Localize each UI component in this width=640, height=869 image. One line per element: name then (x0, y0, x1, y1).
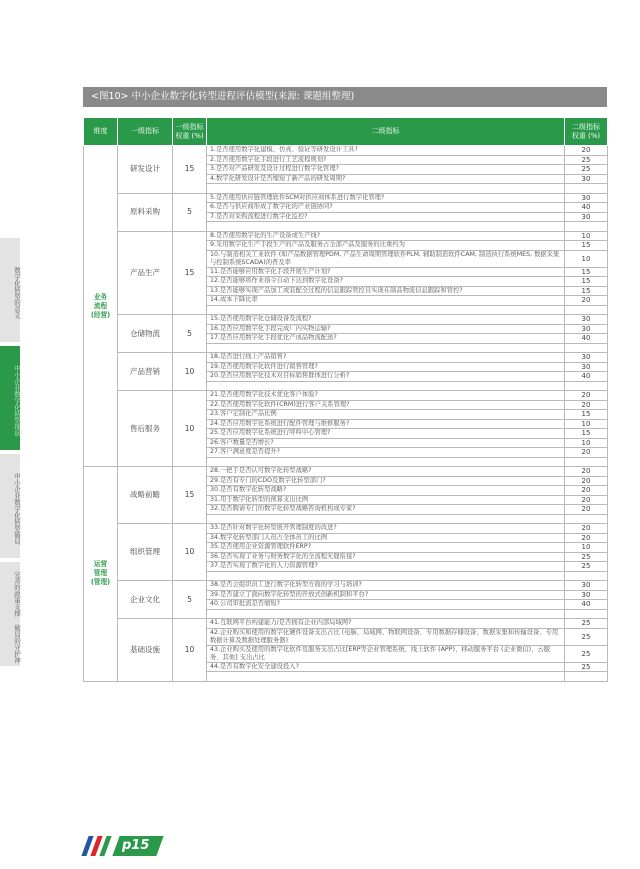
level1-weight: 15 (173, 146, 207, 194)
level2-indicator: 28.一把手是否认可数字化转型战略? (207, 467, 565, 477)
level2-weight: 20 (565, 476, 608, 486)
level1-weight: 10 (173, 391, 207, 467)
level2-indicator: 41.互联网平台构建能力/是否拥有企业内部局域网? (207, 619, 565, 629)
level2-weight: 20 (565, 524, 608, 534)
dimension-cell: 业务 流程 (经营) (84, 146, 118, 467)
level2-indicator: 15.是否使用数字化仓储设备及流程? (207, 315, 565, 325)
level1-indicator: 企业文化 (118, 581, 173, 619)
level2-weight: 25 (565, 628, 608, 645)
level2-indicator: 37.是否实现了数字化的人力资源管理? (207, 562, 565, 572)
level2-weight: 25 (565, 552, 608, 562)
figure-caption: <图10> 中小企业数字化转型进程评估模型(来源: 课题组整理) (83, 87, 607, 107)
level2-weight: 20 (565, 391, 608, 401)
level2-indicator: 8.是否使用数字化的生产设备或生产线? (207, 231, 565, 241)
level1-indicator: 产品生产 (118, 231, 173, 315)
level2-indicator: 39.是否建立了面向数字化转型的开放式创新机制和平台? (207, 590, 565, 600)
spacer-cell (207, 222, 565, 232)
level1-indicator: 产品营销 (118, 353, 173, 391)
level2-indicator: 29.是否有专门的CDO及数字化转型部门? (207, 476, 565, 486)
level1-indicator: 战略前瞻 (118, 467, 173, 524)
table-row (84, 315, 608, 325)
level2-indicator: 31.用于数字化转型的预算支出比例 (207, 495, 565, 505)
level2-weight: 20 (565, 296, 608, 306)
level2-weight: 30 (565, 353, 608, 363)
level2-indicator: 25.是否应用数字化系统进行呼叫中心管理? (207, 429, 565, 439)
table-row (84, 231, 608, 241)
level2-indicator: 42.企业购买和使用的数字化硬件设备支出占比 (电脑、局域网、物联网设备、专用数据存储设备、数据采集和传输设备、专用数据计算及数据处理服务器) (207, 628, 565, 645)
level2-weight: 15 (565, 410, 608, 420)
spacer-cell (565, 305, 608, 315)
table (83, 117, 608, 682)
spacer-cell (207, 514, 565, 524)
level1-weight: 15 (173, 231, 207, 315)
table-row (84, 524, 608, 534)
level2-weight: 15 (565, 267, 608, 277)
spacer-cell (207, 457, 565, 467)
level2-indicator: 7.是否对采购流程进行数字化监控? (207, 212, 565, 222)
level2-indicator: 19.是否使用数字化软件进行销售管理? (207, 362, 565, 372)
level2-weight: 20 (565, 533, 608, 543)
level2-indicator: 30.是否有数字化转型战略? (207, 486, 565, 496)
level1-weight: 10 (173, 619, 207, 682)
level2-indicator: 14.成本下降比率 (207, 296, 565, 306)
level1-indicator: 仓储物流 (118, 315, 173, 353)
level2-weight: 20 (565, 146, 608, 156)
spacer-cell (565, 343, 608, 353)
level2-weight: 15 (565, 277, 608, 287)
level1-weight: 5 (173, 315, 207, 353)
level2-indicator: 43.企业购买及使用的数字化软件及服务支出占比[ERP等企业管理系统、线上软件 (APP)、移动服务平台 (企业微信)、云服务、其他] 支出占比 (207, 645, 565, 662)
level1-weight: 5 (173, 193, 207, 231)
level2-weight: 15 (565, 241, 608, 251)
spacer-cell (207, 571, 565, 581)
level2-weight: 30 (565, 324, 608, 334)
level2-weight: 20 (565, 400, 608, 410)
level2-weight: 40 (565, 600, 608, 610)
level2-weight: 10 (565, 543, 608, 553)
level1-weight: 10 (173, 524, 207, 581)
level2-indicator: 16.是否应用数字化手段完成厂内实物运输? (207, 324, 565, 334)
spacer-cell (565, 672, 608, 682)
level2-weight: 30 (565, 581, 608, 591)
level2-indicator: 22.是否使用数字化软件(CRM)进行客户关系管理? (207, 400, 565, 410)
level2-indicator: 38.是否会组织员工进行数字化转型方面的学习与培训? (207, 581, 565, 591)
table-row (84, 581, 608, 591)
spacer-cell (207, 672, 565, 682)
level2-weight: 10 (565, 419, 608, 429)
header-level1: 一级指标 (118, 118, 173, 146)
level2-indicator: 18.是否进行线上产品销售? (207, 353, 565, 363)
level2-indicator: 44.是否有数字化安全建设投入? (207, 662, 565, 672)
level2-indicator: 36.是否实现了业务与财务数字化的全流程无缝衔接? (207, 552, 565, 562)
level2-indicator: 10.与制造相关工业软件 (如产品数据管理PDM, 产品生命周期管理软件PLM, 辅助制造软件CAM, 制造执行系统MES, 数据采集与控制系统SCADA)的普及率 (207, 250, 565, 267)
level2-weight: 30 (565, 174, 608, 184)
level2-weight: 15 (565, 429, 608, 439)
level2-weight: 20 (565, 448, 608, 458)
level2-weight: 10 (565, 231, 608, 241)
level2-indicator: 1.是否使用数字化建模、仿真、验证等研发设计工具? (207, 146, 565, 156)
level2-indicator: 17.是否应用数字化手段优化产成品物流配送? (207, 334, 565, 344)
table-row (84, 146, 608, 156)
level2-indicator: 5.是否使用供应链管理软件SCM对供应商体系进行数字化管理? (207, 193, 565, 203)
level2-indicator: 2.是否使用数字化手段进行工艺流程规划? (207, 155, 565, 165)
level2-weight: 25 (565, 562, 608, 572)
level2-weight: 25 (565, 619, 608, 629)
spacer-cell (565, 381, 608, 391)
dimension-cell: 运营 管理 (管理) (84, 467, 118, 682)
level2-indicator: 27.客户满意度是否提升? (207, 448, 565, 458)
page-footer-logo (83, 836, 173, 858)
level2-indicator: 24.是否应用数字化系统进行配件管理与维修服务? (207, 419, 565, 429)
level2-weight: 25 (565, 165, 608, 175)
table-row (84, 619, 608, 629)
level1-indicator: 组织管理 (118, 524, 173, 581)
level2-indicator: 9.采用数字化生产手段生产的产品及服务占全部产品及服务的比重约为 (207, 241, 565, 251)
header-level1-weight: 一级指标 权重 (%) (173, 118, 207, 146)
evaluation-model-table (83, 117, 607, 682)
level2-indicator: 35.是否使用企业资源管理软件ERP? (207, 543, 565, 553)
level2-indicator: 12.是否能够将作业指令自动下达到数字化设备? (207, 277, 565, 287)
table-row (84, 353, 608, 363)
level2-weight: 40 (565, 203, 608, 213)
spacer-cell (207, 184, 565, 194)
level2-indicator: 13.是否能够实现产品加工或装配全过程的信息跟踪管控且实现在制品物流信息跟踪和管控? (207, 286, 565, 296)
level1-indicator: 原料采购 (118, 193, 173, 231)
level1-indicator: 基础设施 (118, 619, 173, 682)
header-level2-weight: 二级指标 权重 (%) (565, 118, 608, 146)
level2-indicator: 34.数字化转型部门人员占全体员工的比例 (207, 533, 565, 543)
level2-weight: 30 (565, 212, 608, 222)
level2-weight: 30 (565, 315, 608, 325)
level2-indicator: 6.是否与供应商形成了数字化的产业链协同? (207, 203, 565, 213)
spacer-cell (565, 571, 608, 581)
spacer-cell (565, 457, 608, 467)
spacer-cell (207, 343, 565, 353)
spacer-cell (565, 609, 608, 619)
level2-weight: 20 (565, 505, 608, 515)
level2-weight: 30 (565, 193, 608, 203)
level2-weight: 10 (565, 438, 608, 448)
level2-indicator: 20.是否应用数字化技术对目标销售群体进行分析? (207, 372, 565, 382)
level1-indicator: 研发设计 (118, 146, 173, 194)
level2-weight: 25 (565, 645, 608, 662)
level2-weight: 40 (565, 372, 608, 382)
level2-indicator: 40.公司审批流是否缩短? (207, 600, 565, 610)
side-tab-3[interactable]: 中小企业数字化转型破局 (0, 454, 20, 558)
side-tab-2[interactable]: 中小企业数字化转型现状 (0, 346, 20, 450)
level2-weight: 20 (565, 486, 608, 496)
level2-weight: 15 (565, 286, 608, 296)
header-level2: 二级指标 (207, 118, 565, 146)
level2-weight: 25 (565, 155, 608, 165)
level2-weight: 25 (565, 662, 608, 672)
spacer-cell (207, 381, 565, 391)
header-row (84, 118, 608, 146)
level1-indicator: 售后服务 (118, 391, 173, 467)
level2-weight: 40 (565, 334, 608, 344)
side-tab-4[interactable]: 完善的政策支撑 破局的守护神 (0, 562, 20, 666)
side-tab-1[interactable]: 数字化转型的意义 (0, 238, 20, 342)
header-dimension: 维度 (84, 118, 118, 146)
level2-indicator: 32.是否聘请专门的数字化转型战略咨询机构或专家? (207, 505, 565, 515)
level1-weight: 15 (173, 467, 207, 524)
level1-weight: 10 (173, 353, 207, 391)
spacer-cell (207, 305, 565, 315)
level2-indicator: 4.数字化研发设计是否缩短了新产品的研发周期? (207, 174, 565, 184)
page-number: p15 (122, 838, 150, 853)
table-row (84, 193, 608, 203)
spacer-cell (207, 609, 565, 619)
level2-indicator: 3.是否对产品研发及设计过程进行数字化管理? (207, 165, 565, 175)
level1-weight: 5 (173, 581, 207, 619)
level2-indicator: 21.是否使用数字化技术优化客户体验? (207, 391, 565, 401)
level2-weight: 20 (565, 467, 608, 477)
level2-indicator: 11.是否能够应用数字化手段开展生产计划? (207, 267, 565, 277)
level2-weight: 30 (565, 590, 608, 600)
spacer-cell (565, 222, 608, 232)
table-row (84, 467, 608, 477)
level2-indicator: 33.是否针对数字化转型展开管理制度的改进? (207, 524, 565, 534)
level2-weight: 10 (565, 250, 608, 267)
level2-weight: 20 (565, 495, 608, 505)
spacer-cell (565, 514, 608, 524)
table-row (84, 391, 608, 401)
level2-indicator: 23.客户定制化产品比例 (207, 410, 565, 420)
level2-indicator: 26.客户数量是否增长? (207, 438, 565, 448)
spacer-cell (565, 184, 608, 194)
level2-weight: 30 (565, 362, 608, 372)
